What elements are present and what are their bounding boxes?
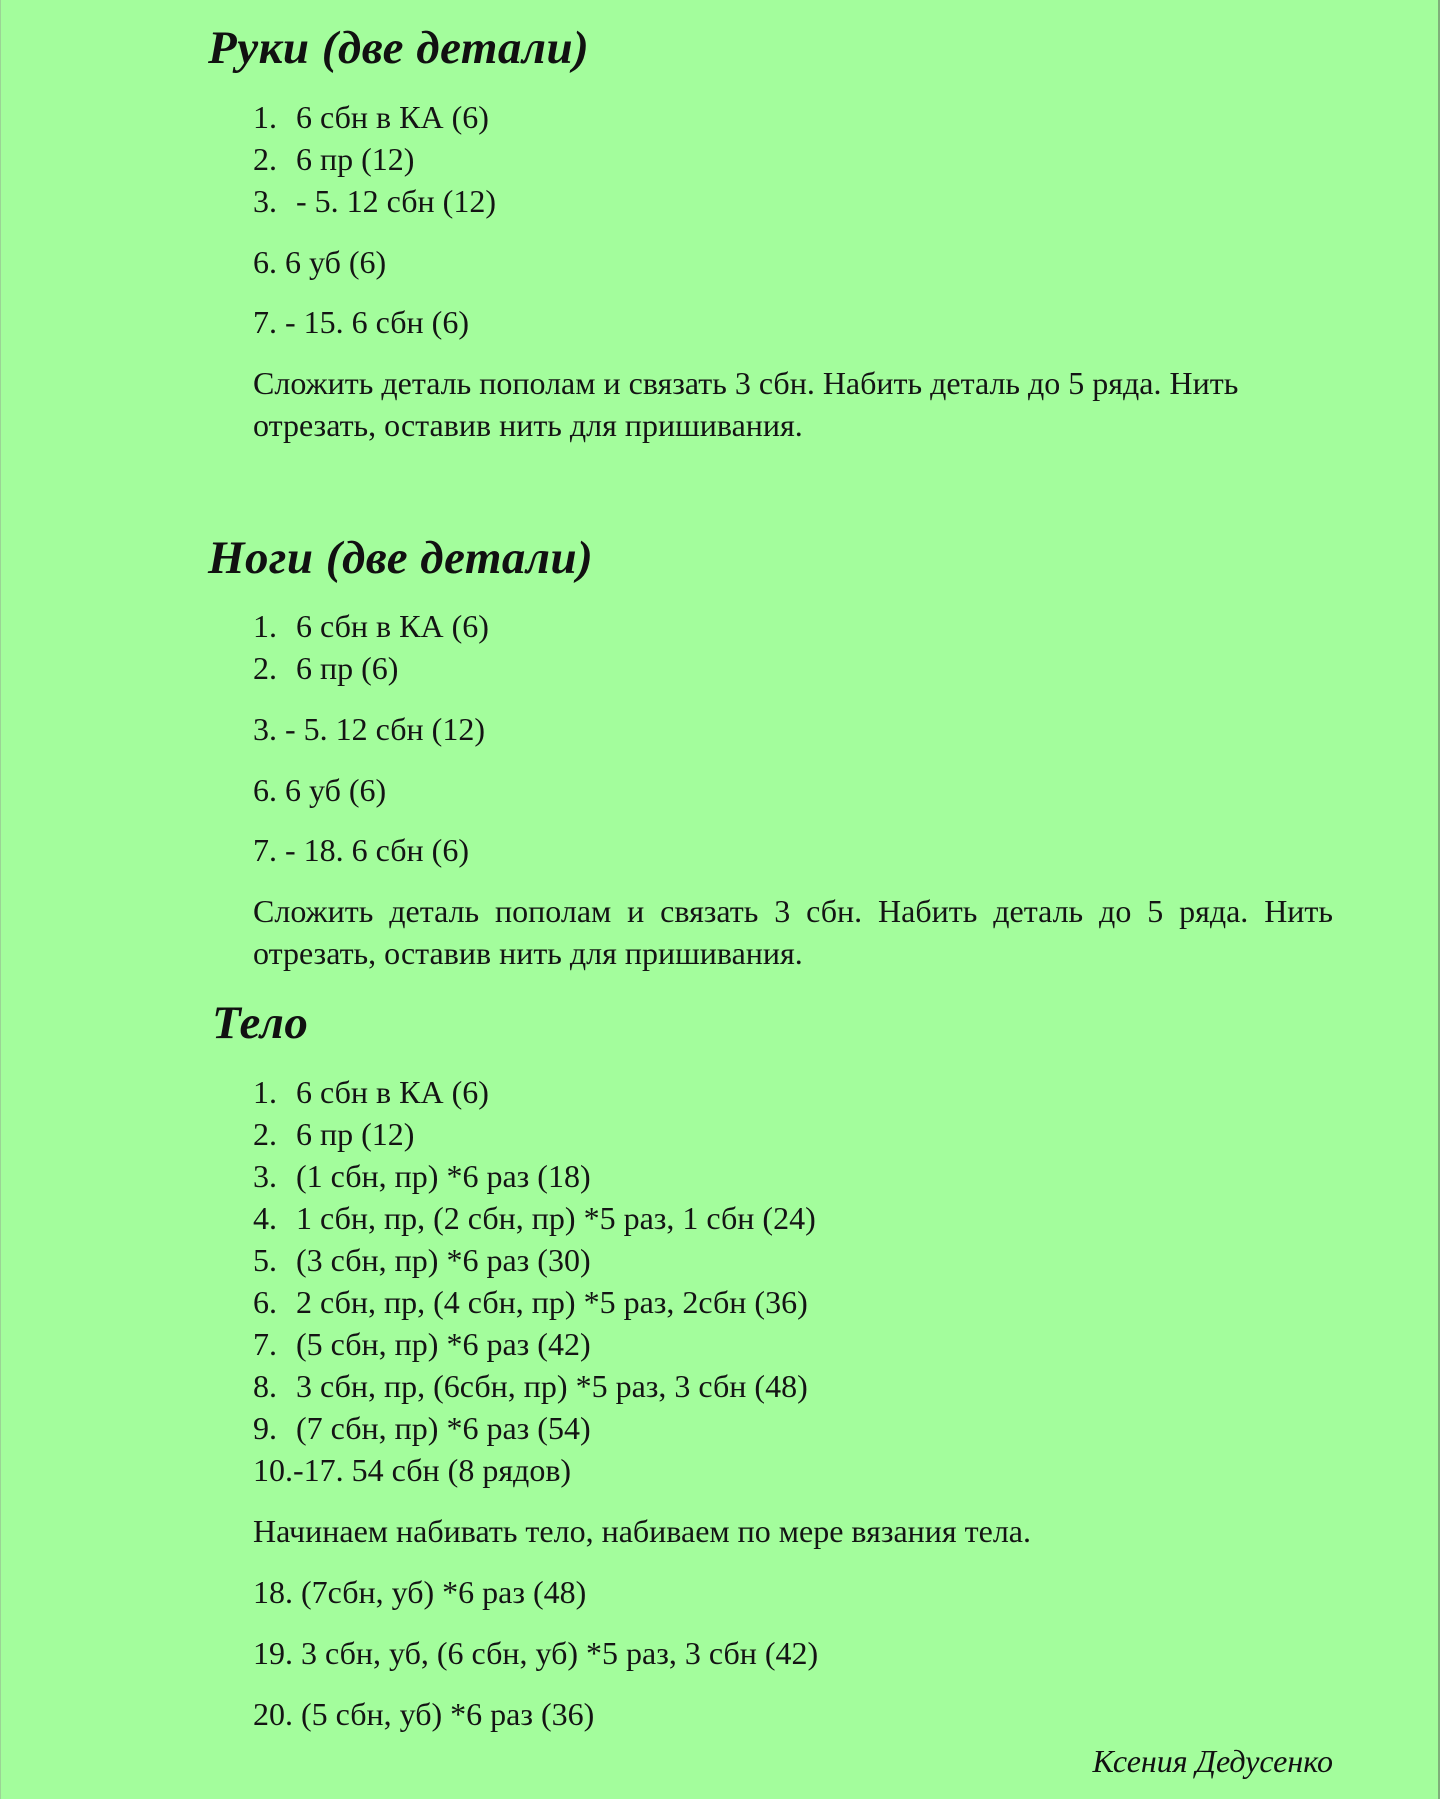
body-list-text: 3 сбн, пр, (6сбн, пр) *5 раз, 3 сбн (48) [296,1368,808,1404]
body-row: 18. (7сбн, уб) *6 раз (48) [253,1574,587,1610]
legs-list-number: 2. [253,650,277,686]
author-signature: Ксения Дедусенко [1092,1743,1333,1779]
arms-list-text: 6 пр (12) [296,141,415,177]
body-list-number: 8. [253,1368,277,1404]
legs-row: 3. - 5. 12 сбн (12) [253,711,485,747]
body-list-number: 6. [253,1284,277,1320]
page-border-left [0,0,1,1799]
body-list-number: 1. [253,1074,277,1110]
body-list-text: (7 сбн, пр) *6 раз (54) [296,1410,591,1446]
body-list-item [253,1076,489,1108]
arms-list-number: 1. [253,99,277,135]
arms-list-number: 3. [253,183,277,219]
body-list-text: 6 пр (12) [296,1116,415,1152]
legs-list-number: 1. [253,608,277,644]
arms-list-text: 6 сбн в КА (6) [296,99,489,135]
legs-row: 7. - 18. 6 сбн (6) [253,832,469,868]
body-list-item [253,1412,591,1444]
legs-row: 6. 6 уб (6) [253,772,387,808]
body-list-number: 4. [253,1200,277,1236]
body-list-number: 5. [253,1242,277,1278]
body-list-item [253,1202,816,1234]
body-list-text: 2 сбн, пр, (4 сбн, пр) *5 раз, 2сбн (36) [296,1284,808,1320]
body-list-text: (3 сбн, пр) *6 раз (30) [296,1242,591,1278]
body-note: Начинаем набивать тело, набиваем по мере вязания тела. [253,1513,1031,1549]
body-row: 19. 3 сбн, уб, (6 сбн, уб) *5 раз, 3 сбн (42) [253,1635,819,1671]
arms-heading: Руки (две детали) [208,22,590,74]
legs-list-text: 6 пр (6) [296,650,399,686]
body-list-item [253,1286,808,1318]
legs-note: Сложить деталь пополам и связать 3 сбн. Набить деталь до 5 ряда. Нить отрезать, оставив нить для пришивания. [253,893,1333,971]
arms-list-item [253,185,496,217]
legs-list-text: 6 сбн в КА (6) [296,608,489,644]
legs-heading: Ноги (две детали) [208,532,594,584]
body-list-item [253,1244,591,1276]
body-heading: Тело [212,997,309,1049]
body-list-item [253,1118,414,1150]
body-row: 20. (5 сбн, уб) *6 раз (36) [253,1696,595,1732]
legs-list-item [253,610,489,642]
body-list-number: 7. [253,1326,277,1362]
body-list-number: 3. [253,1158,277,1194]
body-list-item [253,1328,591,1360]
arms-list-text: - 5. 12 сбн (12) [296,183,496,219]
legs-list-item [253,652,398,684]
arms-list-number: 2. [253,141,277,177]
body-list-text: 6 сбн в КА (6) [296,1074,489,1110]
body-list-text: 1 сбн, пр, (2 сбн, пр) *5 раз, 1 сбн (24) [296,1200,816,1236]
arms-list-item [253,101,489,133]
body-list-item [253,1160,591,1192]
body-list-text: (1 сбн, пр) *6 раз (18) [296,1158,591,1194]
body-range-row: 10.-17. 54 сбн (8 рядов) [253,1452,572,1488]
body-list-item [253,1370,808,1402]
arms-row: 7. - 15. 6 сбн (6) [253,304,469,340]
body-list-number: 2. [253,1116,277,1152]
arms-list-item [253,143,414,175]
body-list-number: 9. [253,1410,277,1446]
arms-row: 6. 6 уб (6) [253,244,387,280]
body-list-text: (5 сбн, пр) *6 раз (42) [296,1326,591,1362]
arms-note: Сложить деталь пополам и связать 3 сбн. Набить деталь до 5 ряда. Нить отрезать, оставив нить для пришивания. [253,365,1239,443]
